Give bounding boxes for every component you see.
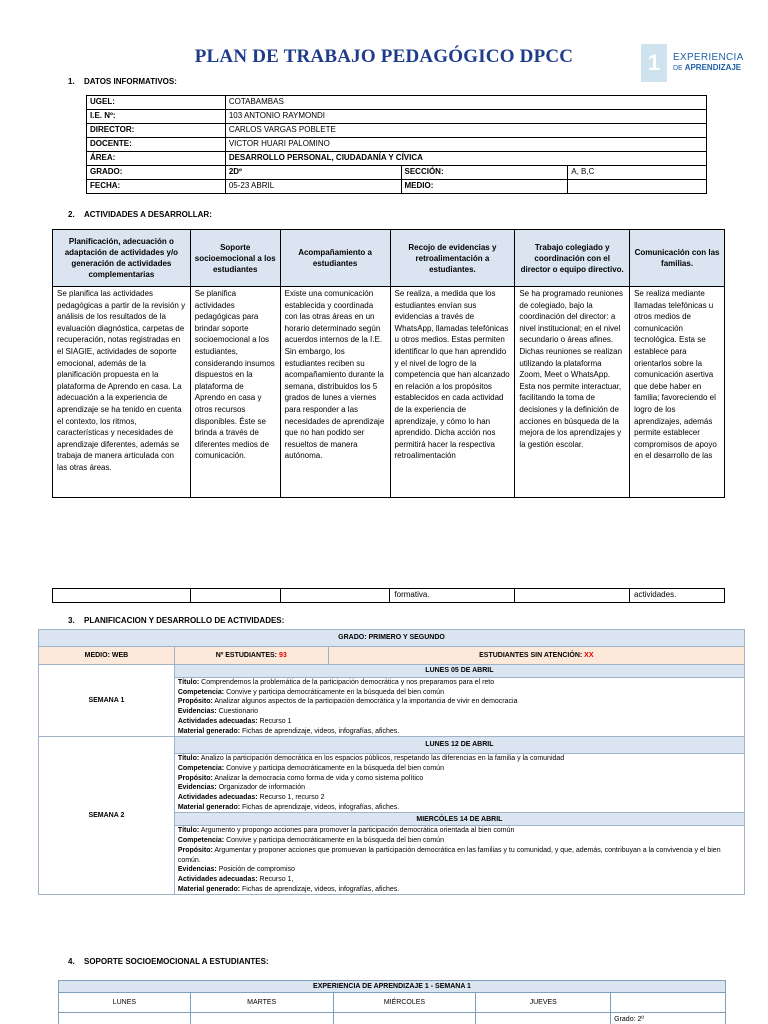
section-1-heading: 1. DATOS INFORMATIVOS: xyxy=(68,77,177,86)
act-cell-acompanamiento: Existe una comunicación establecida y coordinada con las otras áreas en un horario determinado según acuerdos internos de la I.E. Sin embargo, los estudiantes reciben su acompañamiento durante la semana, distribuidos los 5 grados de lunes a viernes para responder a las necesidades de aprendizaje que no han podido ser resueltos de manera autónoma. xyxy=(280,287,390,498)
grado-label: GRADO: xyxy=(87,166,226,180)
logo-line2: APRENDIZAJE xyxy=(684,62,742,72)
week-1-day: LUNES 05 DE ABRIL xyxy=(174,665,744,678)
cont-cell xyxy=(280,589,390,603)
area-value: DESARROLLO PERSONAL, CIUDADANÍA Y CÍVICA xyxy=(225,152,706,166)
socio-header: EXPERIENCIA DE APRENDIZAJE 1 - SEMANA 1 xyxy=(59,981,726,993)
plan-students: Nº ESTUDIANTES: 93 xyxy=(174,647,328,665)
plan-without-value: XX xyxy=(584,651,594,659)
act-header-acompanamiento: Acompañamiento a estudiantes xyxy=(280,230,390,287)
logo-number: 1 xyxy=(641,44,667,82)
socio-table xyxy=(58,980,726,1024)
grado-value: 2Dº xyxy=(225,166,401,180)
plan-grade-header: GRADO: PRIMERO Y SEGUNDO xyxy=(39,630,745,647)
info-table xyxy=(86,95,707,194)
act-header-familias: Comunicación con las familias. xyxy=(630,230,725,287)
cont-cell-evidencias: formativa. xyxy=(390,589,515,603)
ie-value: 103 ANTONIO RAYMONDI xyxy=(225,110,706,124)
act-header-soporte: Soporte socioemocional a los estudiantes xyxy=(190,230,280,287)
socio-grado: Grado: 2º xyxy=(611,1013,726,1024)
director-value: CARLOS VARGAS POBLETE xyxy=(225,124,706,138)
plan-medio: MEDIO: WEB xyxy=(39,647,175,665)
ie-label: I.E. Nº: xyxy=(87,110,226,124)
socio-day-lunes: LUNES xyxy=(59,993,191,1013)
docente-label: DOCENTE: xyxy=(87,138,226,152)
socio-day-extra xyxy=(611,993,726,1013)
activities-continuation-table xyxy=(52,588,725,603)
section-4-heading: 4. SOPORTE SOCIOEMOCIONAL A ESTUDIANTES: xyxy=(68,957,269,966)
ugel-value: COTABAMBAS xyxy=(225,96,706,110)
socio-day-martes: MARTES xyxy=(190,993,333,1013)
act-cell-colegiado: Se ha programado reuniones de colegiado, bajo la coordinación del director: a nivel institucional; en el nivel secundario o áreas afines. Dichas reuniones se realizan utilizando la plataforma Zoom, Meet o WhatsApp. Esta nos permite interactuar, facilitando la toma de decisiones y la definición de acciones en búsqueda de la mejora de los aprendizajes y la gestión escolar. xyxy=(515,287,630,498)
director-label: DIRECTOR: xyxy=(87,124,226,138)
week-1-label: SEMANA 1 xyxy=(39,665,175,737)
area-label: ÁREA: xyxy=(87,152,226,166)
plan-students-value: 93 xyxy=(278,651,287,659)
medio-value xyxy=(568,180,707,194)
medio-label: MEDIO: xyxy=(401,180,568,194)
cont-cell xyxy=(53,589,191,603)
experiencia-logo xyxy=(641,44,744,82)
act-header-colegiado: Trabajo colegiado y coordinación con el director o equipo directivo. xyxy=(515,230,630,287)
act-cell-soporte: Se planifica actividades pedagógicas para brindar soporte socioemocional a los estudiantes, considerando insumos dispuestos en la plataforma de Aprendo en casa y otros recursos disponibles. Éste se brinda a través de diferentes medios de comunicación. xyxy=(190,287,280,498)
week-2-label: SEMANA 2 xyxy=(39,737,175,895)
act-header-evidencias: Recojo de evidencias y retroalimentación a estudiantes. xyxy=(390,230,515,287)
docente-value: VICTOR HUARI PALOMINO xyxy=(225,138,706,152)
act-header-planificacion: Planificación, adecuación o adaptación de actividades y/o generación de actividades complementarias xyxy=(53,230,191,287)
seccion-label: SECCIÓN: xyxy=(401,166,568,180)
logo-line1: EXPERIENCIA xyxy=(673,51,744,63)
act-cell-familias: Se realiza mediante llamadas telefónicas u otros medios de comunicación tecnológica. Esta se establece para orientarlos sobre la comunicación asertiva que debe haber en familia; favoreciendo el logro de los aprendizajes, además permite establecer compromisos de apoyo en el desarrollo de las xyxy=(630,287,725,498)
activities-table xyxy=(52,229,725,498)
section-2-heading: 2. ACTIVIDADES A DESARROLLAR: xyxy=(68,210,212,219)
fecha-value: 05-23 ABRIL xyxy=(225,180,401,194)
socio-day-miercoles: MIÉRCOLES xyxy=(333,993,476,1013)
week-2-day-1: LUNES 12 DE ABRIL xyxy=(174,737,744,754)
cont-cell xyxy=(190,589,280,603)
week-2-day-2: MIERCÓLES 14 DE ABRIL xyxy=(174,813,744,826)
socio-day-jueves: JUEVES xyxy=(476,993,611,1013)
act-cell-evidencias: Se realiza, a medida que los estudiantes envían sus evidencias a través de WhatsApp, llamadas telefónicas u otros medios. Estas permiten identificar lo que han aprendido y el nivel de logro de la competencia que han alcanzado en relación a los propósitos establecidos en cada actividad de la experiencia de aprendizaje, y cómo lo han aprendido. Dicha acción nos permitirá hacer la respectiva retroalimentación xyxy=(390,287,515,498)
ugel-label: UGEL: xyxy=(87,96,226,110)
section-3-heading: 3. PLANIFICACION Y DESARROLLO DE ACTIVIDADES: xyxy=(68,616,285,625)
plan-without-attention: ESTUDIANTES SIN ATENCIÓN: XX xyxy=(328,647,744,665)
cont-cell-familias: actividades. xyxy=(630,589,725,603)
page-title: PLAN DE TRABAJO PEDAGÓGICO DPCC xyxy=(194,46,574,67)
fecha-label: FECHA: xyxy=(87,180,226,194)
planning-table xyxy=(38,629,745,895)
act-cell-planificacion: Se planifica las actividades pedagógicas a partir de la revisión y análisis de los resultados de la evaluación diagnóstica, carpetas de recuperación, notas registradas en el SIAGIE, actividades de soporte emocional, además de la planificación propuesta en la plataforma de Aprendo en casa. La adecuación a la experiencia de aprendizaje se ha tenido en cuenta el contexto, los ritmos, características y necesidades de aprendizaje diferentes, además se trabaja de manera articulada con las otras áreas. xyxy=(53,287,191,498)
cont-cell xyxy=(515,589,630,603)
week-2-details-1: Título: Analizo la participación democrática en los espacios públicos, respetando las diferencias en la familia y la comunidad Competencia: Convive y participa democráticamente en la búsqueda del bien común Propósito: Analizar la democracia como forma de vida y como sistema político Evidencias: Organizador de información Actividades adecuadas: Recurso 1, recurso 2 Material generado: Fichas de aprendizaje, videos, infografías, afiches. xyxy=(174,754,744,813)
week-2-details-2: Título: Argumento y propongo acciones para promover la participación democrática orientada al bien común Competencia: Convive y participa democráticamente en la búsqueda del bien común Propósito: Argumentar y proponer acciones que promuevan la participación democrática en las familias y tu comunidad, y que, además, contribuyan a la convivencia y el bien común. Evidencias: Posición de compromiso Actividades adecuadas: Recurso 1, Material generado: Fichas de aprendizaje, videos, infografías, afiches. xyxy=(174,826,744,895)
week-1-details: Título: Comprendemos la problemática de la participación democrática y nos preparamos para el reto Competencia: Convive y participa democráticamente en la búsqueda del bien común Propósito: Analizar algunos aspectos de la participación democrática y la importancia de vivir en democracia Evidencias: Cuestionario Actividades adecuadas: Recurso 1 Material generado: Fichas de aprendizaje, videos, infografías, afiches. xyxy=(174,678,744,737)
seccion-value: A, B,C xyxy=(568,166,707,180)
logo-line2-prefix: DE xyxy=(673,64,683,72)
